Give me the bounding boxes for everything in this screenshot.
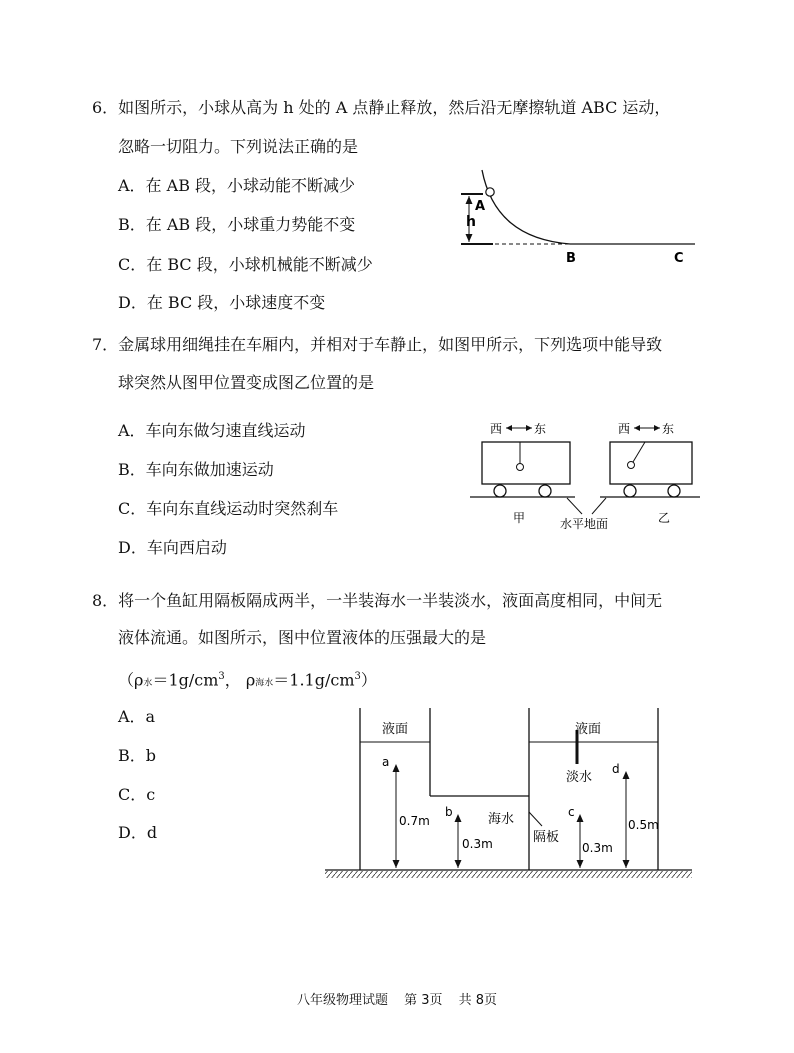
q6-arrow-down [466,234,473,242]
q7-ground-pointer-left [567,498,582,514]
q7-yi-wheel-left [624,485,636,497]
q7-yi-west: 西 [618,422,631,436]
q7-jia-cabin [482,442,570,484]
q6-stem-line2: 忽略一切阻力。下列说法正确的是 [118,137,359,156]
q8-label-sea: 海水 [488,812,515,827]
q7-jia-east: 东 [534,422,547,436]
q8-option-d: D．d [118,823,158,842]
q7-yi-cabin [610,442,692,484]
q6-label-a: A [475,199,486,214]
q6-arrow-up [466,196,473,204]
q7-label-jia: 甲 [513,511,526,525]
q8-arrow-c-up [577,814,584,822]
q7-ground-pointer-right [592,498,606,514]
q8-label-divider: 隔板 [533,830,560,845]
q8-arrow-d-down [623,860,630,868]
footer-title: 八年级物理试题 [296,993,388,1008]
q7-jia-wheel-right [539,485,551,497]
q6-label-h: h [466,214,476,230]
q7-yi-east: 东 [662,422,675,436]
q8-label-h-c: 0.3m [582,841,613,855]
q8-arrow-c-down [577,860,584,868]
q6-option-b: B．在 AB 段，小球重力势能不变 [118,215,356,234]
q8-arrow-b-down [455,860,462,868]
q8-label-b: b [445,805,453,819]
q6-label-c: C [674,251,684,266]
q8-density-note: （ρ水$=1g/cm^3$， ρ海水$=1.1g/cm^3$） [118,670,377,690]
q6-option-c: C．在 BC 段，小球机械能不断减少 [118,255,373,274]
q8-arrow-d-up [623,771,630,779]
q7-yi-arrow-right [654,425,660,431]
q8-option-b: B．b [118,746,157,765]
q8-option-c: C．c [118,785,156,804]
q8-arrow-b-up [455,814,462,822]
q8-label-h-a: 0.7m [399,814,430,828]
q6-track-figure [455,168,700,268]
q8-stem-line1: 8．将一个鱼缸用隔板隔成两半，一半装海水一半装淡水，液面高度相同，中间无 [92,591,663,610]
q8-label-d: d [612,762,620,776]
q6-option-a: A．在 AB 段，小球动能不断减少 [118,176,356,195]
q6-curved-track [482,170,570,244]
q8-label-surface-left: 液面 [382,722,409,737]
q7-yi-ball [628,462,635,469]
q8-label-h-b: 0.3m [462,837,493,851]
q6-label-b: B [566,251,576,266]
q8-label-h-d: 0.5m [628,818,659,832]
q6-ball [486,188,494,196]
q8-option-a: A．a [118,707,156,726]
q7-stem-line2: 球突然从图甲位置变成图乙位置的是 [118,373,375,392]
q6-option-d: D．在 BC 段，小球速度不变 [118,293,326,312]
q7-label-ground: 水平地面 [560,517,609,531]
q7-jia-arrow-right [526,425,532,431]
q8-tank-figure [320,700,700,885]
q8-stem-line2: 液体流通。如图所示，图中位置液体的压强最大的是 [118,628,487,647]
q8-label-a: a [382,755,390,769]
q8-label-c: c [568,805,575,819]
q7-jia-wheel-left [494,485,506,497]
q7-label-yi: 乙 [658,511,671,525]
q7-jia-ball [517,464,524,471]
q6-stem-line1: 6．如图所示，小球从高为 h 处的 A 点静止释放，然后沿无摩擦轨道 ABC 运动， [92,98,671,117]
q8-arrow-a-down [393,860,400,868]
q7-jia-west: 西 [490,422,503,436]
q8-label-surface-right: 液面 [575,722,602,737]
q7-option-c: C．车向东直线运动时突然刹车 [118,499,339,518]
q7-cart-figure [470,418,705,536]
page-footer [0,989,794,1008]
q8-label-fresh: 淡水 [566,770,593,785]
q7-option-a: A．车向东做匀速直线运动 [118,421,306,440]
q8-divider-pointer [529,812,542,826]
q7-yi-wheel-right [668,485,680,497]
q7-yi-arrow-left [634,425,640,431]
footer-total: 共 8页 [458,993,498,1008]
footer-page: 第 3页 [404,993,443,1008]
q7-option-b: B．车向东做加速运动 [118,460,274,479]
q7-option-d: D．车向西启动 [118,538,227,557]
q7-stem-line1: 7．金属球用细绳挂在车厢内，并相对于车静止，如图甲所示，下列选项中能导致 [92,335,663,354]
q7-jia-arrow-left [506,425,512,431]
q8-ground-hatch [325,871,692,878]
q8-arrow-a-up [393,764,400,772]
